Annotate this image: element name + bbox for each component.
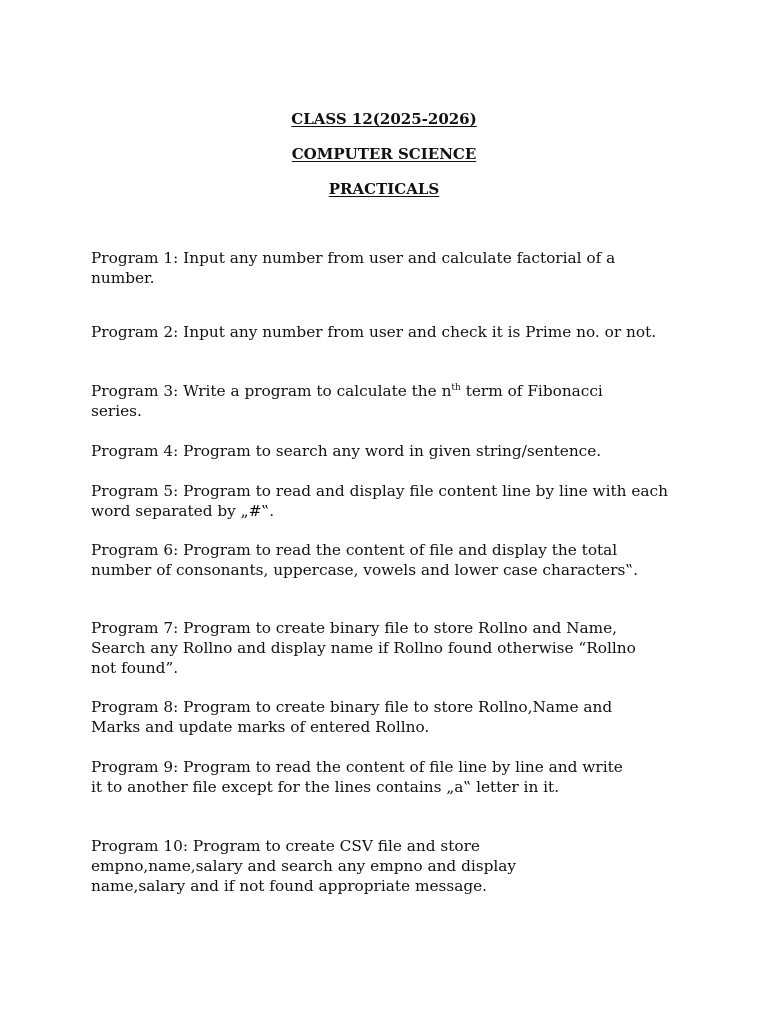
program-text: Program to search any word in given string/sentence.	[183, 442, 602, 460]
program-label: Program 10:	[91, 837, 189, 855]
superscript-th: th	[451, 382, 461, 393]
program-text: Program to read the content of file line by line and write it to another file except for the lines contains „a‟ letter in it.	[91, 758, 623, 796]
program-text: Write a program to calculate the n	[183, 382, 452, 400]
program-5	[91, 481, 676, 521]
program-4	[91, 441, 671, 461]
program-text: Program to read the content of file and display the total number of consonants, uppercase, vowels and lower case characters‟.	[91, 541, 638, 579]
program-label: Program 7:	[91, 619, 179, 637]
program-label: Program 8:	[91, 698, 179, 716]
program-2	[91, 322, 666, 342]
class-heading: CLASS 12(2025-2026)	[291, 110, 477, 128]
program-8	[91, 697, 651, 737]
program-text: Input any number from user and check it is Prime no. or not.	[183, 323, 657, 341]
program-7	[91, 618, 646, 678]
program-3	[91, 381, 651, 421]
program-text: Program to read and display file content line by line with each word separated by „#‟.	[91, 482, 668, 520]
program-10	[91, 836, 561, 896]
program-label: Program 9:	[91, 758, 179, 776]
program-text-continued: term of Fibonacci series.	[91, 382, 603, 420]
program-text: Program to create binary file to store Rollno and Name, Search any Rollno and display name if Rollno found otherwise “Rollno not found”.	[91, 619, 636, 677]
program-label: Program 2:	[91, 323, 179, 341]
subject-heading: COMPUTER SCIENCE	[291, 145, 477, 163]
program-6	[91, 540, 671, 580]
program-label: Program 1:	[91, 249, 179, 267]
program-text: Input any number from user and calculate factorial of a number.	[91, 249, 616, 287]
program-label: Program 6:	[91, 541, 179, 559]
program-text: Program to create binary file to store Rollno,Name and Marks and update marks of entered Rollno.	[91, 698, 613, 736]
program-text: Program to create CSV file and store empno,name,salary and search any empno and display name,salary and if not found appropriate message.	[91, 837, 517, 895]
program-label: Program 4:	[91, 442, 179, 460]
program-1	[91, 248, 666, 288]
section-heading: PRACTICALS	[328, 180, 440, 198]
program-label: Program 5:	[91, 482, 179, 500]
program-label: Program 3:	[91, 382, 179, 400]
program-9	[91, 757, 631, 797]
